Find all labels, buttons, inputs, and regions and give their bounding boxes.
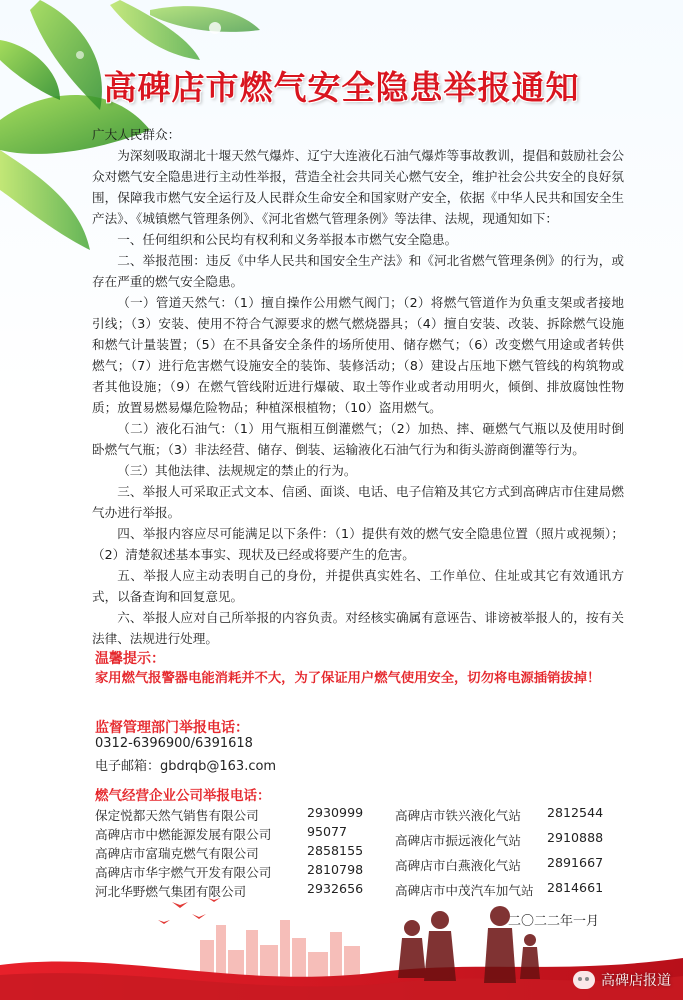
company-phone: 2810798 bbox=[307, 862, 364, 877]
issue-date: 二〇二二年一月 bbox=[508, 914, 600, 929]
watermark-text: 高碑店报道 bbox=[601, 973, 671, 989]
company-phone: 2891667 bbox=[547, 855, 604, 870]
item-2-sub-2: （二）液化石油气：（1）用气瓶相互倒灌燃气；（2）加热、摔、砸燃气气瓶以及使用时倒卧燃气气瓶；（3）非法经营、储存、倒装、运输液化石油气行为和街头游商倒灌等行为。 bbox=[92, 421, 624, 457]
company-name: 高碑店市白燕液化气站 bbox=[395, 858, 521, 873]
notice-body bbox=[92, 124, 624, 649]
supervision-title: 监督管理部门举报电话： bbox=[95, 720, 249, 736]
company-phone: 2814661 bbox=[547, 880, 604, 895]
item-6: 六、举报人应对自己所举报的内容负责。对经核实确属有意诬告、诽谤被举报人的，按有关法律、法规进行处理。 bbox=[92, 610, 624, 646]
company-name: 高碑店市中燃能源发展有限公司 bbox=[95, 827, 272, 842]
company-name: 河北华野燃气集团有限公司 bbox=[95, 884, 247, 899]
page-title: 高碑店市燃气安全隐患举报通知 bbox=[103, 68, 580, 107]
company-name: 高碑店市铁兴液化气站 bbox=[395, 808, 521, 823]
company-name: 高碑店市富瑞克燃气有限公司 bbox=[95, 846, 259, 861]
supervision-phone: 0312-6396900/6391618 bbox=[95, 736, 253, 751]
item-3: 三、举报人可采取正式文本、信函、面谈、电话、电子信箱及其它方式到高碑店市住建局燃气办进行举报。 bbox=[92, 484, 624, 520]
gas-companies-title: 燃气经营企业公司举报电话： bbox=[95, 788, 271, 804]
intro-paragraph: 为深刻吸取湖北十堰天然气爆炸、辽宁大连液化石油气爆炸等事故教训，提倡和鼓励社会公众对燃气安全隐患进行主动性举报，营造全社会共同关心燃气安全，维护社会公共安全的良好氛围，保障我市燃气安全运行及人民群众生命安全和国家财产安全，依据《中华人民共和国安全生产法》、《城镇燃气管理条例》、《河北省燃气管理条例》等法律、法规，现通知如下： bbox=[92, 148, 624, 226]
item-4: 四、举报内容应尽可能满足以下条件：（1）提供有效的燃气安全隐患位置（照片或视频）；（2）清楚叙述基本事实、现状及已经或将要产生的危害。 bbox=[92, 526, 624, 562]
company-phone: 2932656 bbox=[307, 881, 364, 896]
watermark bbox=[573, 970, 671, 990]
company-name: 高碑店市华宇燃气开发有限公司 bbox=[95, 865, 272, 880]
supervision-email: 电子邮箱：gbdrqb@163.com bbox=[95, 759, 277, 774]
item-1: 一、任何组织和公民均有权利和义务举报本市燃气安全隐患。 bbox=[117, 232, 458, 247]
item-2-sub-3: （三）其他法律、法规规定的禁止的行为。 bbox=[117, 463, 357, 478]
company-phone: 2930999 bbox=[307, 805, 364, 820]
company-phone: 95077 bbox=[307, 824, 348, 839]
company-phone: 2858155 bbox=[307, 843, 364, 858]
item-2: 二、举报范围：违反《中华人民共和国安全生产法》和《河北省燃气管理条例》的行为，或存在严重的燃气安全隐患。 bbox=[92, 253, 624, 289]
greeting: 广大人民群众： bbox=[92, 127, 181, 142]
wechat-icon bbox=[573, 971, 595, 989]
item-2-sub-1: （一）管道天然气：（1）擅自操作公用燃气阀门；（2）将燃气管道作为负重支架或者接地引线；（3）安装、使用不符合气源要求的燃气燃烧器具；（4）擅自安装、改装、拆除燃气设施和燃气计量装置；（5）在不具备安全条件的场所使用、储存燃气；（6）改变燃气用途或者转供燃气；（7）进行危害燃气设施安全的装饰、装修活动；（8）建设占压地下燃气管线的构筑物或者其他设施；（9）在燃气管线附近进行爆破、取土等作业或者动用明火，倾倒、排放腐蚀性物质；放置易燃易爆危险物品；种植深根植物；（10）盗用燃气。 bbox=[92, 295, 624, 415]
tips-text: 家用燃气报警器电能消耗并不大，为了保证用户燃气使用安全，切勿将电源插销拔掉！ bbox=[95, 671, 601, 686]
tips-title: 温馨提示： bbox=[95, 651, 165, 667]
item-5: 五、举报人应主动表明自己的身份，并提供真实姓名、工作单位、住址或其它有效通讯方式，以备查询和回复意见。 bbox=[92, 568, 624, 604]
company-phone: 2812544 bbox=[547, 805, 604, 820]
company-name: 高碑店市中茂汽车加气站 bbox=[395, 883, 534, 898]
company-name: 高碑店市振远液化气站 bbox=[395, 833, 521, 848]
company-name: 保定悦都天然气销售有限公司 bbox=[95, 808, 259, 823]
company-phone: 2910888 bbox=[547, 830, 604, 845]
